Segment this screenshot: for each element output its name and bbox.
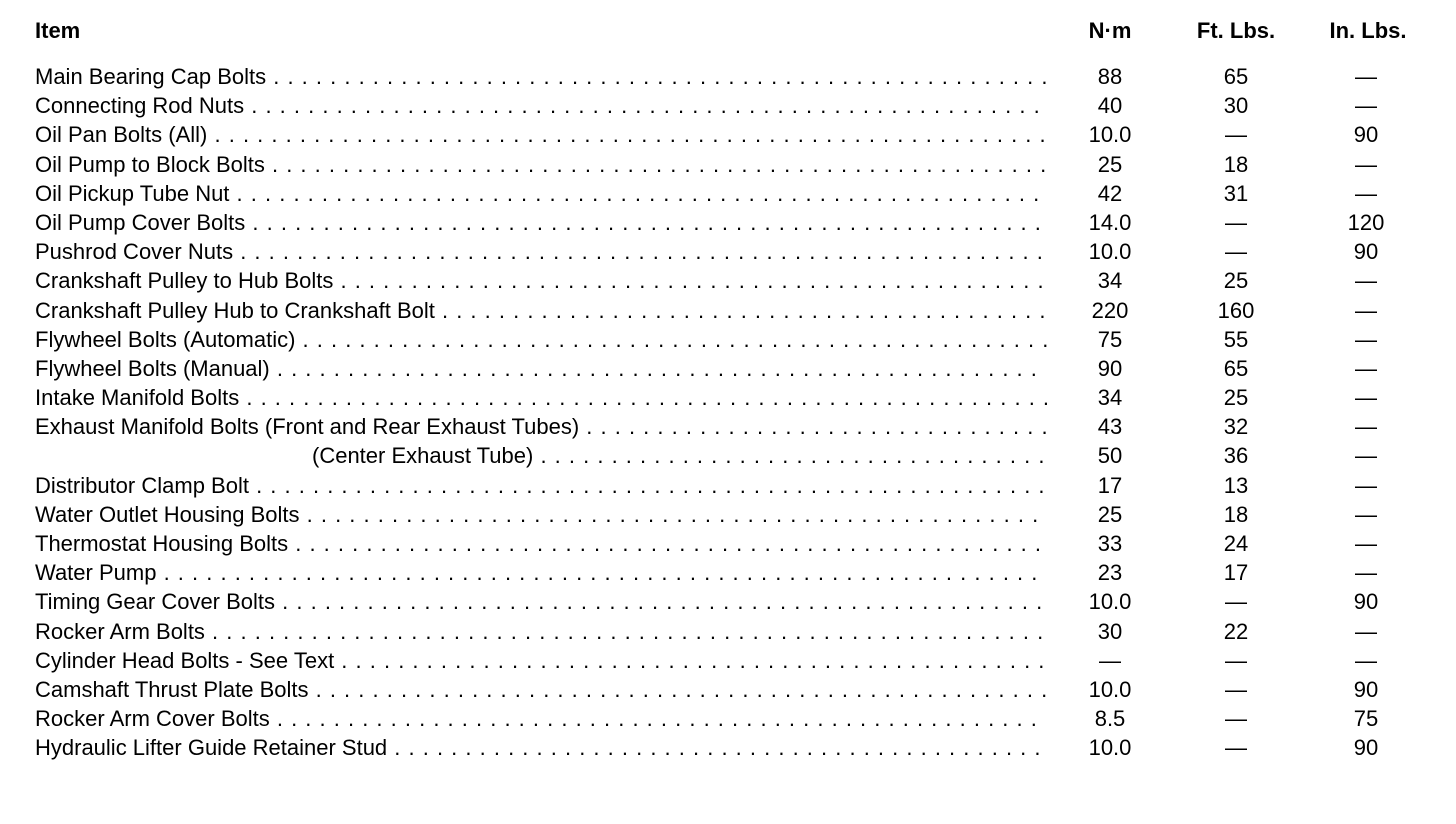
row-ft-lbs-value: — (1225, 735, 1247, 761)
row-ft-lbs-value: 25 (1223, 385, 1249, 411)
table-row (0, 587, 1456, 616)
table-row (0, 296, 1456, 325)
row-in-lbs-value: — (1355, 268, 1377, 294)
row-nm-value: 25 (1097, 501, 1123, 527)
row-item-label: Oil Pickup Tube Nut . . . (35, 179, 1047, 208)
row-ft-lbs-value: — (1225, 647, 1247, 673)
row-ft-lbs-value: 160 (1217, 297, 1255, 323)
table-row (0, 266, 1456, 295)
row-in-lbs-value: — (1355, 472, 1377, 498)
table-row (0, 500, 1456, 529)
row-ft-lbs-value: 31 (1223, 180, 1249, 206)
table-row (0, 471, 1456, 500)
row-in-lbs-value: — (1355, 326, 1377, 352)
row-in-lbs-value: 90 (1353, 735, 1379, 761)
row-item-label: Camshaft Thrust Plate Bolts . . . (35, 675, 1047, 704)
row-ft-lbs-value: — (1225, 239, 1247, 265)
row-item-label: Oil Pump Cover Bolts . . . (35, 208, 1047, 237)
row-nm-value: 220 (1091, 297, 1129, 323)
row-ft-lbs-value: — (1225, 706, 1247, 732)
table-row (0, 617, 1456, 646)
row-nm-value: 10.0 (1088, 239, 1132, 265)
table-row (0, 704, 1456, 733)
row-item-label: Hydraulic Lifter Guide Retainer Stud . . . (35, 733, 1047, 762)
row-item-label: Rocker Arm Cover Bolts . . . (35, 704, 1047, 733)
table-body (0, 62, 1456, 763)
row-item-label: (Center Exhaust Tube) . . . (312, 441, 1047, 470)
row-item-label: Intake Manifold Bolts . . . (35, 383, 1047, 412)
row-nm-value: 34 (1097, 268, 1123, 294)
row-nm-value: 10.0 (1088, 122, 1132, 148)
table-row (0, 208, 1456, 237)
row-item-label: Crankshaft Pulley to Hub Bolts . . . (35, 266, 1047, 295)
row-item-label: Timing Gear Cover Bolts . . . (35, 587, 1047, 616)
row-item-label: Distributor Clamp Bolt . . . (35, 471, 1047, 500)
table-row (0, 325, 1456, 354)
row-ft-lbs-value: 22 (1223, 618, 1249, 644)
row-nm-value: 43 (1097, 414, 1123, 440)
header-ft-lbs: Ft. Lbs. (1196, 18, 1276, 43)
row-item-label: Water Pump . . . (35, 558, 1047, 587)
row-item-label: Main Bearing Cap Bolts . . . (35, 62, 1047, 91)
row-nm-value: 42 (1097, 180, 1123, 206)
row-nm-value: 40 (1097, 93, 1123, 119)
row-nm-value: 25 (1097, 151, 1123, 177)
row-nm-value: 8.5 (1094, 706, 1126, 732)
table-row (0, 91, 1456, 120)
table-row (0, 237, 1456, 266)
table-row (0, 441, 1456, 470)
row-ft-lbs-value: 30 (1223, 93, 1249, 119)
row-ft-lbs-value: 18 (1223, 151, 1249, 177)
row-item-label: Connecting Rod Nuts . . . (35, 91, 1047, 120)
row-nm-value: 50 (1097, 443, 1123, 469)
row-in-lbs-value: 90 (1353, 122, 1379, 148)
row-in-lbs-value: — (1355, 93, 1377, 119)
header-in-lbs: In. Lbs. (1329, 18, 1407, 43)
row-nm-value: 90 (1097, 355, 1123, 381)
row-item-label: Water Outlet Housing Bolts . . . (35, 500, 1047, 529)
row-ft-lbs-value: 18 (1223, 501, 1249, 527)
row-in-lbs-value: — (1355, 531, 1377, 556)
row-item-label: Thermostat Housing Bolts . . . (35, 529, 1047, 558)
table-row (0, 62, 1456, 91)
row-item-label: Oil Pump to Block Bolts . . . (35, 150, 1047, 179)
row-in-lbs-value: — (1355, 64, 1377, 89)
table-row (0, 558, 1456, 587)
row-item-label: Pushrod Cover Nuts . . . (35, 237, 1047, 266)
row-nm-value: 10.0 (1088, 589, 1132, 615)
table-row (0, 733, 1456, 762)
row-ft-lbs-value: 36 (1223, 443, 1249, 469)
row-ft-lbs-value: — (1225, 589, 1247, 615)
table-row (0, 179, 1456, 208)
row-in-lbs-value: — (1355, 501, 1377, 527)
row-ft-lbs-value: 25 (1223, 268, 1249, 294)
row-nm-value: 88 (1097, 64, 1123, 89)
row-nm-value: 14.0 (1088, 209, 1132, 235)
table-row (0, 412, 1456, 441)
header-item: Item (35, 18, 81, 43)
row-item-label: Flywheel Bolts (Automatic) . . . (35, 325, 1047, 354)
row-item-label: Oil Pan Bolts (All) . . . (35, 120, 1047, 149)
table-row (0, 675, 1456, 704)
row-ft-lbs-value: 24 (1223, 531, 1249, 556)
row-nm-value: 10.0 (1088, 735, 1132, 761)
row-in-lbs-value: — (1355, 647, 1377, 673)
row-ft-lbs-value: 17 (1223, 560, 1249, 586)
row-item-label: Exhaust Manifold Bolts (Front and Rear Exhaust Tubes) . . . (35, 412, 1047, 441)
row-ft-lbs-value: — (1225, 209, 1247, 235)
row-nm-value: 23 (1097, 560, 1123, 586)
row-nm-value: 33 (1097, 531, 1123, 556)
row-in-lbs-value: 90 (1353, 676, 1379, 702)
row-in-lbs-value: — (1355, 180, 1377, 206)
header-nm: N·m (1088, 18, 1132, 43)
table-row (0, 646, 1456, 675)
row-ft-lbs-value: — (1225, 122, 1247, 148)
row-item-label: Rocker Arm Bolts . . . (35, 617, 1047, 646)
row-in-lbs-value: 75 (1353, 706, 1379, 732)
row-nm-value: 75 (1097, 326, 1123, 352)
row-in-lbs-value: — (1355, 385, 1377, 411)
row-nm-value: 34 (1097, 385, 1123, 411)
row-ft-lbs-value: 13 (1223, 472, 1249, 498)
row-ft-lbs-value: 65 (1223, 355, 1249, 381)
table-row (0, 120, 1456, 149)
row-in-lbs-value: 120 (1347, 209, 1385, 235)
row-nm-value: — (1099, 647, 1121, 673)
row-ft-lbs-value: — (1225, 676, 1247, 702)
row-nm-value: 10.0 (1088, 676, 1132, 702)
table-row (0, 383, 1456, 412)
row-in-lbs-value: 90 (1353, 239, 1379, 265)
row-item-label: Crankshaft Pulley Hub to Crankshaft Bolt . . . (35, 296, 1047, 325)
row-ft-lbs-value: 65 (1223, 64, 1249, 89)
row-nm-value: 30 (1097, 618, 1123, 644)
row-in-lbs-value: — (1355, 355, 1377, 381)
table-row (0, 529, 1456, 558)
row-in-lbs-value: 90 (1353, 589, 1379, 615)
row-ft-lbs-value: 32 (1223, 414, 1249, 440)
row-in-lbs-value: — (1355, 151, 1377, 177)
row-nm-value: 17 (1097, 472, 1123, 498)
row-in-lbs-value: — (1355, 618, 1377, 644)
row-in-lbs-value: — (1355, 297, 1377, 323)
table-row (0, 354, 1456, 383)
row-in-lbs-value: — (1355, 443, 1377, 469)
row-item-label: Flywheel Bolts (Manual) . . . (35, 354, 1047, 383)
row-ft-lbs-value: 55 (1223, 326, 1249, 352)
row-in-lbs-value: — (1355, 414, 1377, 440)
row-in-lbs-value: — (1355, 560, 1377, 586)
table-row (0, 150, 1456, 179)
row-item-label: Cylinder Head Bolts - See Text . . . (35, 646, 1047, 675)
